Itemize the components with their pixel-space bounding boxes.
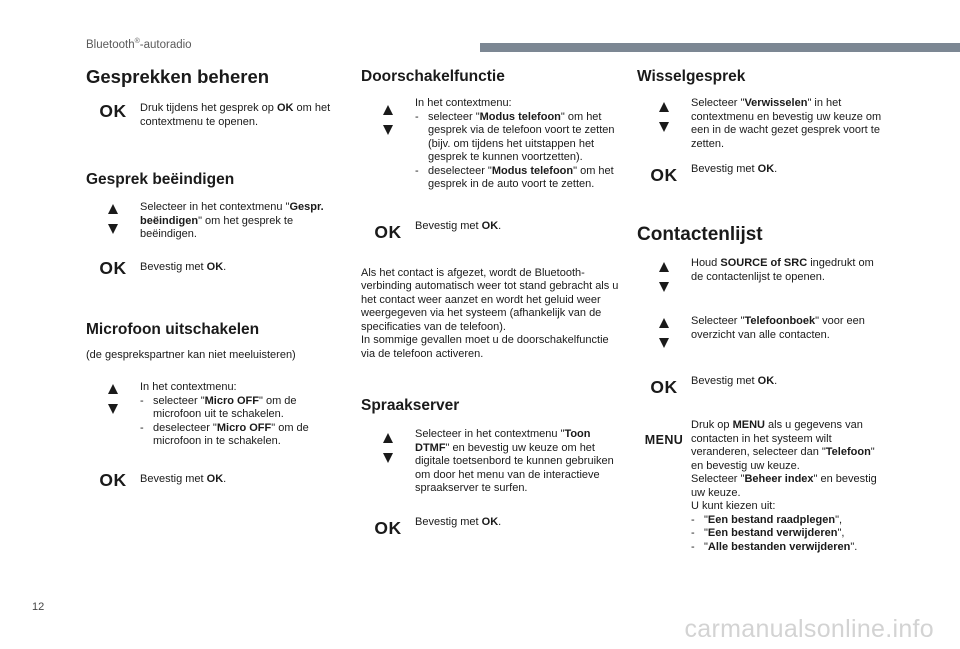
switch-step-confirm	[637, 163, 887, 184]
contacts-step-confirm	[637, 375, 887, 396]
page-title: Gesprekken beheren	[86, 66, 270, 87]
column-switch-contacts	[637, 66, 887, 554]
ok-icon: OK	[650, 165, 678, 185]
intro-text: Druk tijdens het gesprek op OK om het contextmenu te openen.	[140, 102, 331, 128]
voice-step-select	[361, 428, 619, 496]
up-down-arrows-icon	[383, 428, 393, 463]
heading-contact-list: Contactenlijst	[637, 224, 763, 245]
up-down-arrows-icon	[108, 381, 118, 414]
up-down-arrows-icon	[659, 257, 669, 292]
watermark: carmanualsonline.info	[684, 615, 934, 643]
ok-icon: OK	[99, 469, 127, 490]
heading-end-call: Gesprek beëindigen	[86, 171, 235, 188]
switch-select-text: Selecteer "Verwisselen" in het contextmenu en bevestig uw keuze om een in de wacht gezet gesprek voort te zetten.	[691, 97, 882, 150]
contacts-phonebook-text: Selecteer "Telefoonboek" voor een overzicht van alle contacten.	[691, 315, 865, 341]
column-call-management	[86, 66, 342, 489]
column-transfer	[361, 66, 619, 537]
contacts-step-phonebook	[637, 315, 887, 348]
up-down-arrows-icon	[659, 97, 669, 132]
transfer-select-text: In het contextmenu: - selecteer "Modus telefoon" om het gesprek via de telefoon voort te zetten (bijv. om tijdens het uitstappen het gesprek te kunnen voortzetten). - deselecteer "Modus telefoon" om het gesprek in de auto voort te zetten.	[415, 97, 615, 190]
up-down-arrows-icon	[383, 97, 393, 135]
mute-step-select	[86, 381, 342, 449]
mute-select-text: In het contextmenu: - selecteer "Micro OFF" om de microfoon uit te schakelen. - deselecteer "Micro OFF" om de microfoon in te schakelen.	[140, 381, 309, 447]
registered-mark: ®	[134, 38, 140, 45]
section-label	[86, 38, 192, 51]
ok-icon: OK	[650, 377, 678, 397]
ok-icon: OK	[99, 257, 127, 278]
intro-step	[86, 102, 342, 129]
heading-transfer: Doorschakelfunctie	[361, 68, 505, 85]
ok-icon: OK	[374, 221, 402, 242]
mute-step-confirm	[86, 471, 342, 489]
heading-mute: Microfoon uitschakelen	[86, 320, 260, 338]
end-call-confirm-text: Bevestig met OK.	[140, 260, 227, 273]
ok-icon: OK	[99, 101, 127, 121]
header-bar	[480, 43, 960, 52]
heading-switch-call: Wisselgesprek	[637, 68, 746, 85]
section-label-rest: -autoradio	[139, 38, 192, 51]
transfer-step-select	[361, 97, 619, 192]
switch-step-select	[637, 97, 887, 151]
end-call-step-confirm	[86, 259, 342, 277]
transfer-confirm-text: Bevestig met OK.	[415, 219, 502, 232]
up-down-arrows-icon	[108, 201, 118, 234]
section-label-main: Bluetooth	[86, 38, 135, 51]
voice-step-confirm	[361, 516, 619, 537]
menu-icon: MENU	[644, 433, 684, 447]
mute-note: (de gesprekspartner kan niet meeluisteren)	[86, 348, 296, 361]
contacts-open-text: Houd SOURCE of SRC ingedrukt om de contactenlijst te openen.	[691, 257, 874, 283]
contacts-step-menu	[637, 419, 887, 554]
voice-select-text: Selecteer in het contextmenu "Toon DTMF" en bevestig uw keuze om het digitale toetsenbord te kunnen gebruiken om door het menu van de interactieve spraakserver te surfen.	[415, 428, 614, 494]
page-number: 12	[32, 601, 45, 613]
transfer-step-confirm	[361, 220, 619, 241]
contacts-step-open	[637, 257, 887, 292]
mute-confirm-text: Bevestig met OK.	[140, 472, 227, 485]
end-call-step-select	[86, 201, 342, 242]
voice-confirm-text: Bevestig met OK.	[415, 515, 502, 528]
contacts-confirm-text: Bevestig met OK.	[691, 375, 778, 387]
transfer-info-paragraph: Als het contact is afgezet, wordt de Bluetooth-verbinding automatisch weer tot stand gebracht als u het contact weer aanzet en wordt het geluid weer weergegeven via het systeem (afhankelijk van de specificaties van de telefoon). In sommige gevallen moet u de doorschakelfunctie via de telefoon activeren.	[361, 266, 619, 360]
heading-voice-server: Spraakserver	[361, 397, 460, 414]
up-down-arrows-icon	[659, 315, 669, 348]
switch-confirm-text: Bevestig met OK.	[691, 163, 778, 175]
ok-icon: OK	[374, 517, 402, 538]
end-call-select-text: Selecteer in het contextmenu "Gespr. beëindigen" om het gesprek te beëindigen.	[140, 201, 324, 240]
contacts-menu-text: Druk op MENU als u gegevens van contacten in het systeem wilt veranderen, selecteer dan "Telefoon" en bevestig uw keuze. Selecteer "Beheer index" en bevestig uw keuze. U kunt kiezen uit: - "Een bestand raadplegen", - "Een bestand verwijderen", - "Alle bestanden verwijderen".	[691, 419, 877, 553]
